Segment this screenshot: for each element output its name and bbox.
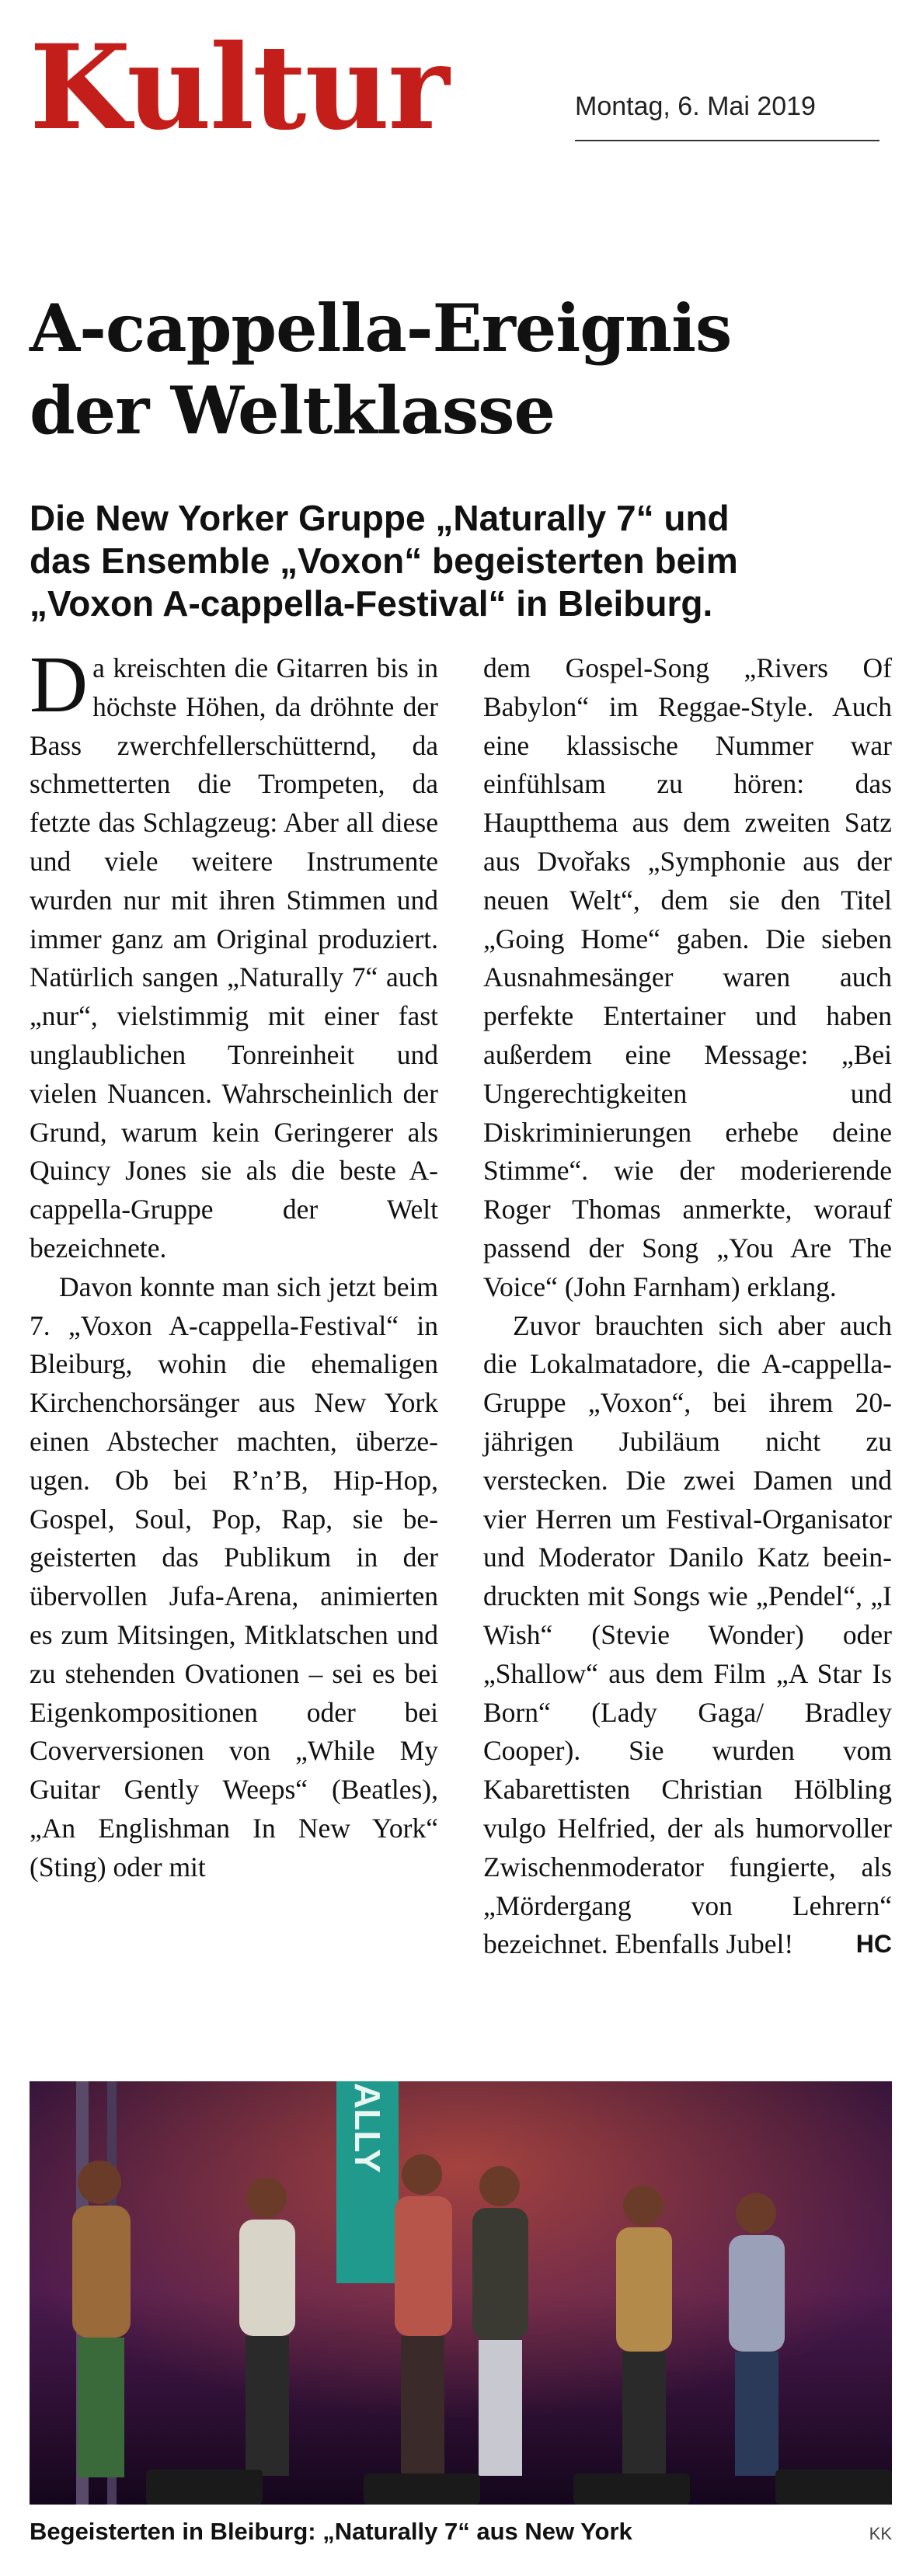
author-byline: HC — [855, 1930, 892, 1959]
paragraph-text: a kreischten die Gitarren bis in höchste Höhen, da dröhnte der Bass zwerchfellerschütternd, da schmetterten die Trompeten, da fetzte das Schlagzeug: Aber all diese und viele weitere Instrumente wurden nur mit ihren Stimmen und immer ganz am Original produziert. Natürlich sangen „Naturally 7“ auch „nur“, vielstimmig mit einer fast unglaublichen Tonreinheit und vielen Nuancen. Wahrscheinlich der Grund, warum kein Geringerer als Quincy Jones sie als die beste A-cappella-Gruppe der Welt bezeichnete. — [30, 652, 438, 1264]
subheadline — [30, 497, 892, 625]
concert-photo — [30, 2081, 892, 2505]
article-body — [30, 640, 892, 2047]
singer-figure — [395, 2154, 452, 2476]
article-paragraph — [483, 1307, 892, 1965]
photo-credit: KK — [869, 2524, 892, 2543]
singer-figure — [239, 2178, 295, 2476]
photo-caption: Begeisterten in Bleiburg: „Naturally 7“ aus New York — [30, 2518, 632, 2545]
article-paragraph: Davon konnte man sich jetzt beim 7. „Voxon A-cappella-Festival“ in Bleiburg, wohin die ehemaligen Kirchenchorsänger aus New York einen Abstecher machten, überzeugen. Ob bei R’n’B, Hip-Hop, Gospel, Soul, Pop, Rap, sie begeisterten das Publikum in der übervollen Jufa-Arena, animierten es zum Mitsingen, Mitklatschen und zu stehenden Ovationen – sei es bei Eigenkompositionen oder bei Coverversionen von „While My Guitar Gently Weeps“ (Beatles), „An Englishman In New York“ (Sting) oder mit — [30, 1271, 438, 1882]
singer-figure — [472, 2166, 528, 2476]
headline — [30, 287, 892, 452]
drop-cap: D — [30, 640, 89, 729]
article-column-1 — [30, 640, 438, 2047]
subheadline-line-1: Die New Yorker Gruppe „Naturally 7“ und — [30, 498, 730, 538]
subheadline-line-3: „Voxon A-cappella-Festival“ in Bleiburg. — [30, 583, 713, 624]
issue-date: Montag, 6. Mai 2019 — [575, 92, 816, 121]
paragraph-text: Zuvor brauchten sich aber auch die Lokalmatadore, die A-cappella-Gruppe „Voxon“, bei ihrem 20-jährigen Jubiläum nicht zu verstecken. Die zwei Damen und vier Herren um Festival-Organisator und Moderator Danilo Katz beeindruckten mit Songs wie „Pendel“, „I Wish“ (Stevie Wonder) oder „Shallow“ aus dem Film „A Star Is Born“ (Lady Gaga/ Bradley Cooper). Sie wurden vom Kabarettisten Christian Hölbling vulgo Helfried, der als humorvoller Zwischenmoderator fungierte, als „Mördergang von Lehrern“ bezeichnet. Ebenfalls Jubel! — [483, 1309, 892, 1960]
date-rule — [575, 140, 879, 141]
article-column-2 — [483, 649, 892, 2047]
article-paragraph: dem Gospel-Song „Rivers Of Babylon“ im Reggae-Style. Auch eine klassische Nummer war einfühlsam zu hören: das Hauptthema aus dem zweiten Satz aus Dvořaks „Symphonie aus der neuen Welt“, dem sie den Titel „Going Home“ gaben. Die sieben Ausnahmesänger waren auch perfekte Entertainer und haben außerdem eine Message: „Bei Ungerechtigkeiten und Diskriminierungen erhebe deine Stimme“. wie der moderierende Roger Thomas anmerkte, worauf passend der Song „You Are The Voice“ (John Farnham) erklang. — [483, 652, 892, 1302]
headline-line-1: A-cappella-Ereignis — [30, 290, 732, 367]
singer-figure — [72, 2161, 131, 2477]
article-paragraph — [30, 640, 438, 1268]
subheadline-line-2: das Ensemble „Voxon“ begeisterten beim — [30, 541, 738, 581]
headline-line-2: der Weltklasse — [30, 372, 555, 449]
section-title: Kultur — [30, 19, 448, 156]
stage-banner-text: ALLY — [347, 2083, 388, 2173]
singer-figure — [616, 2185, 672, 2476]
